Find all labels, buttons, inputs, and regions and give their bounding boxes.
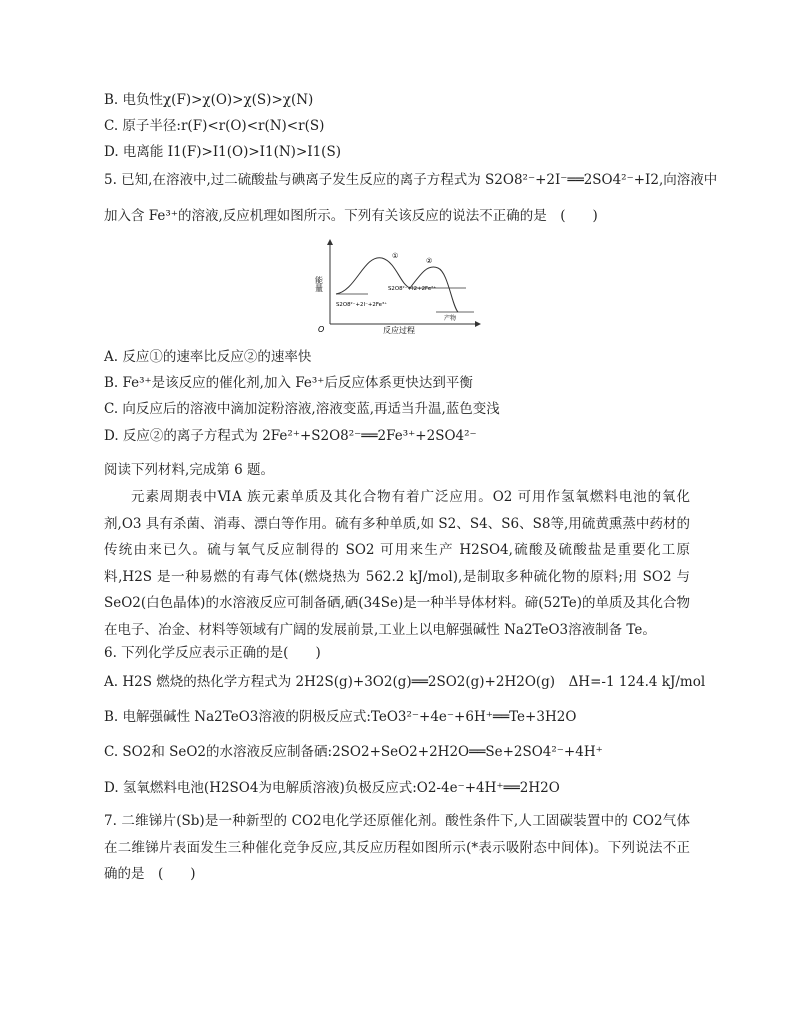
q5-option-d: D. 反应②的离子方程式为 2Fe²⁺+S2O8²⁻══2Fe³⁺+2SO4²⁻ <box>104 428 477 444</box>
q5-option-c: C. 向反应后的溶液中滴加淀粉溶液,溶液变蓝,再适当升温,蓝色变浅 <box>104 401 500 417</box>
q6-option-d: D. 氢氧燃料电池(H2SO4为电解质溶液)负极反应式:O2-4e⁻+4H⁺══2H2O <box>104 780 560 796</box>
q5-stem-line1: 5. 已知,在溶液中,过二硫酸盐与碘离子发生反应的离子方程式为 S2O8²⁻+2I⁻══2SO4²⁻+I2,向溶液中 <box>104 172 718 188</box>
q6-stem: 6. 下列化学反应表示正确的是( ) <box>104 645 321 661</box>
q5-option-a: A. 反应①的速率比反应②的速率快 <box>104 349 312 365</box>
y-axis-label: 能量 <box>314 276 324 292</box>
intermediate-label: S2O8²⁻+I2+2Fe²⁺ <box>388 286 437 292</box>
energy-diagram <box>316 236 486 336</box>
reading-passage: 元素周期表中ⅥA 族元素单质及其化合物有着广泛应用。O2 可用作氢氧燃料电池的氧化剂,O3 具有杀菌、消毒、漂白等作用。硫有多种单质,如 S2、S4、S6、S8等,用硫黄熏蒸中药材的传统由来已久。硫与氧气反应制得的 SO2 可用来生产 H2SO4,硫酸及硫酸盐是重要化工原料,H2S 是一种易燃的有毒气体(燃烧热为 562.2 kJ/mol),是制取多种硫化物的原料;用 SO2 与 SeO2(白色晶体)的水溶液反应可制备硒,硒(34Se)是一种半导体材料。碲(52Te)的单质及其化合物在电子、冶金、材料等领域有广阔的发展前景,工业上以电解强碱性 Na2TeO3溶液制备 Te。 <box>104 489 690 638</box>
q6-option-c: C. SO2和 SeO2的水溶液反应制备硒:2SO2+SeO2+2H2O══Se+2SO4²⁻+4H⁺ <box>104 744 603 760</box>
q5-option-b: B. Fe³⁺是该反应的催化剂,加入 Fe³⁺后反应体系更快达到平衡 <box>104 375 473 391</box>
product-label: 产物 <box>444 315 457 322</box>
reactant-label: S2O8²⁻+2I⁻+2Fe³⁺ <box>336 302 387 308</box>
q7-stem: 7. 二维锑片(Sb)是一种新型的 CO2电化学还原催化剂。酸性条件下,人工固碳装置中的 CO2气体在二维锑片表面发生三种催化竞争反应,其反应历程如图所示(*表示吸附态中间体)。下列说法不正确的是 ( ) <box>104 813 690 882</box>
peak-2-label: ② <box>426 257 433 265</box>
x-axis-label: 反应过程 <box>383 326 415 335</box>
reading-intro: 阅读下列材料,完成第 6 题。 <box>104 462 274 478</box>
option-b-prev: B. 电负性χ(F)>χ(O)>χ(S)>χ(N) <box>104 92 314 108</box>
peak-1-label: ① <box>392 252 399 260</box>
q6-option-a: A. H2S 燃烧的热化学方程式为 2H2S(g)+3O2(g)══2SO2(g)+2H2O(g) ΔH=-1 124.4 kJ/mol <box>104 674 706 690</box>
q5-stem-line2: 加入含 Fe³⁺的溶液,反应机理如图所示。下列有关该反应的说法不正确的是 ( ) <box>104 208 598 224</box>
option-d-prev: D. 电离能 I1(F)>I1(O)>I1(N)>I1(S) <box>104 144 341 160</box>
q6-option-b: B. 电解强碱性 Na2TeO3溶液的阴极反应式:TeO3²⁻+4e⁻+6H⁺══Te+3H2O <box>104 709 577 725</box>
origin-label: O <box>318 325 325 334</box>
option-c-prev: C. 原子半径:r(F)<r(O)<r(N)<r(S) <box>104 118 325 134</box>
